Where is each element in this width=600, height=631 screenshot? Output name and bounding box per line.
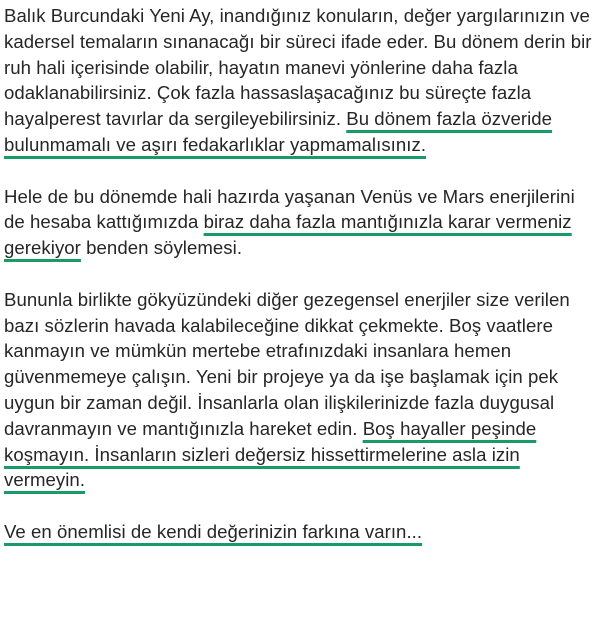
highlighted-text: biraz daha fazla mantığınızla karar vermeniz gerekiyor [4, 211, 572, 259]
paragraph-text: Hele de bu dönemde hali hazırda yaşanan Venüs ve Mars enerjilerini de hesaba kattığımızda [4, 185, 575, 233]
paragraph-text: Bununla birlikte gökyüzündeki diğer gezegensel enerjiler size verilen bazı sözlerin havada kalabileceğine dikkat çekmekte. Boş vaatlere kanmayın ve mümkün mertebe etrafınızdaki insanlara hemen güvenmemeye çalışın. Yeni bir projeye ya da işe başlamak için pek uygun bir zaman değil. İnsanlarla olan ilişkilerinizde fazla duygusal davranmayın ve mantığınızla hareket edin. [4, 288, 570, 439]
highlighted-text: Bu dönem fazla özveride bulunmamalı ve aşırı fedakarlıklar yapmamalısınız. [4, 108, 553, 155]
paragraph-2 [4, 184, 596, 261]
paragraph-4 [4, 519, 596, 545]
paragraph-text: Balık Burcundaki Yeni Ay, inandığınız konuların, değer yargılarınızın ve kadersel temaların sınanacağı bir süreci ifade eder. Bu dönem derin bir ruh hali içerisinde olabilir, hayatın manevi yönlerine daha fazla odaklanabilirsiniz. Çok fazla hassaslaşacağınız bu süreçte fazla hayalperest tavırlar da sergileyebilirsiniz. [4, 5, 592, 130]
paragraph-3 [4, 287, 596, 493]
paragraph-text: benden söylemesi. [80, 237, 243, 259]
highlighted-text: Ve en önemlisi de kendi değerinizin farkına varın... [4, 520, 423, 542]
highlighted-text: Boş hayaller peşinde koşmayın. İnsanların sizleri değersiz hissettirmelerine asla izin vermeyin. [4, 417, 537, 491]
document-body [4, 3, 596, 545]
paragraph-1 [4, 3, 596, 158]
